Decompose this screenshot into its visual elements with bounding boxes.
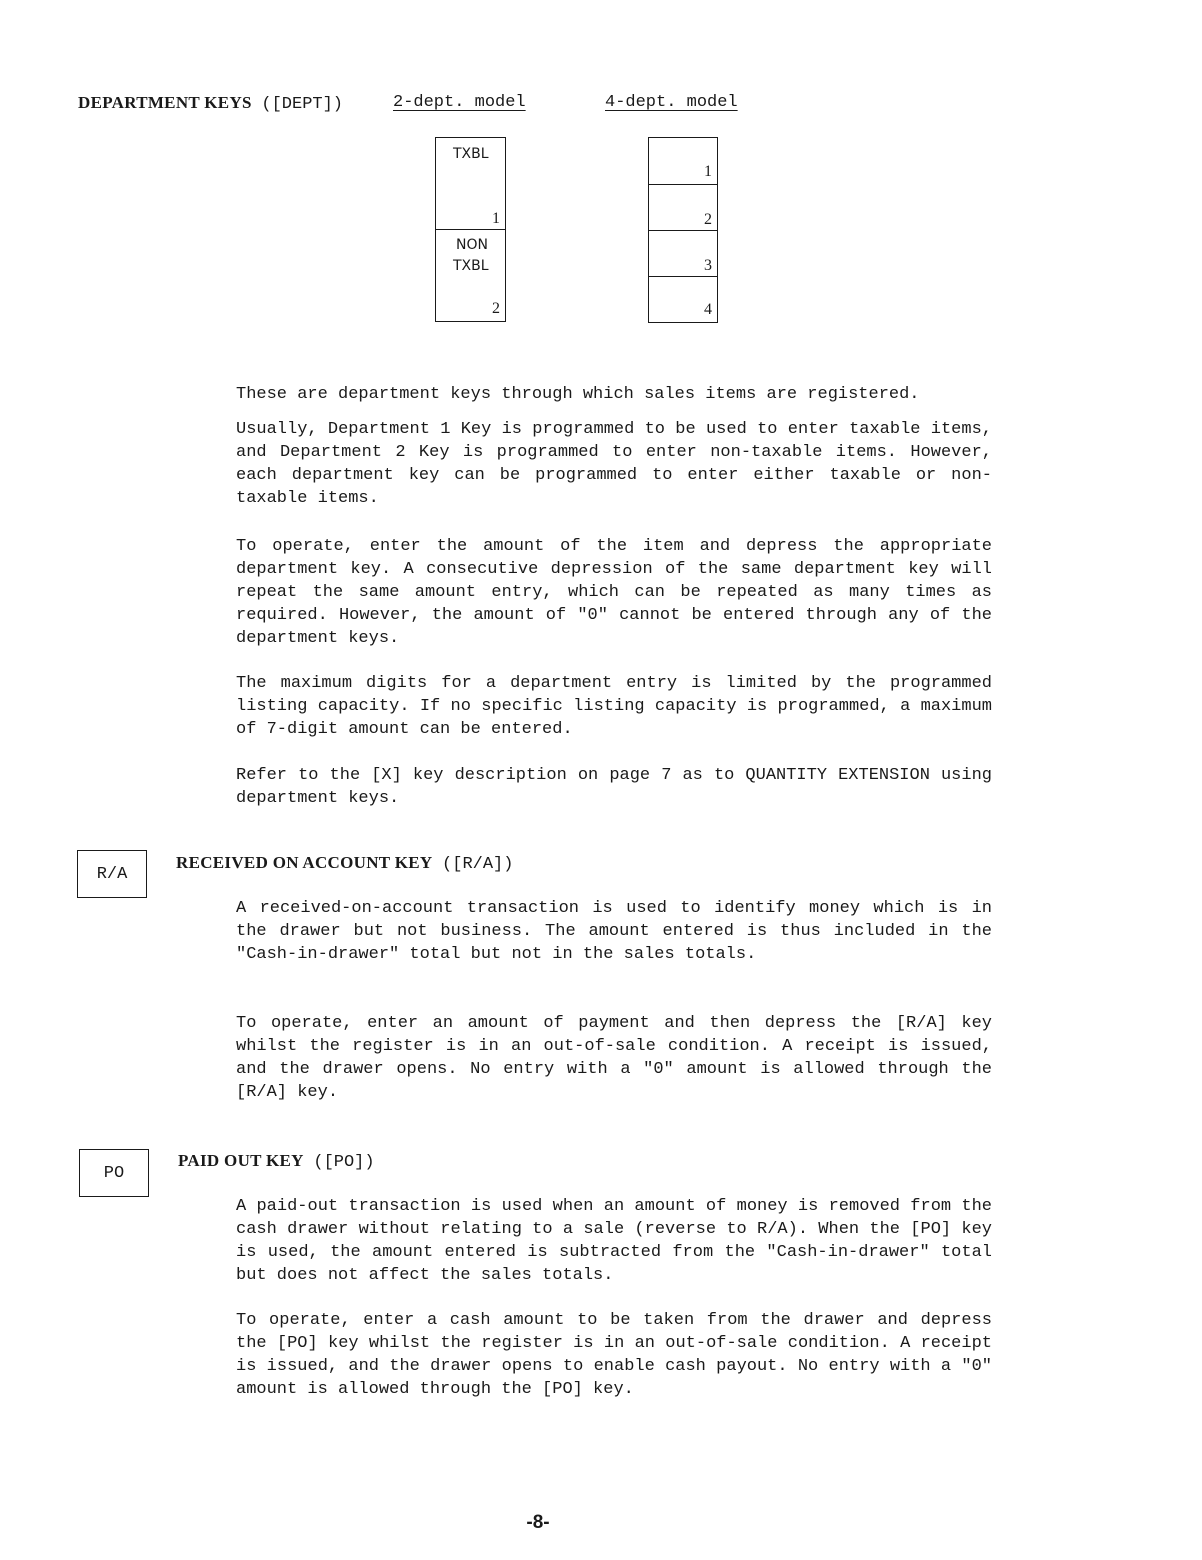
ra-heading-key: ([R/A]) bbox=[442, 855, 514, 874]
four-dept-divider-1 bbox=[649, 184, 717, 185]
dept-paragraph-2: Usually, Department 1 Key is programmed to be used to enter taxable items, and Department 2 Key is programmed to enter non-taxable items. However, each department key can be programmed to enter either taxable or non-taxable items. bbox=[236, 420, 992, 508]
page-number: -8- bbox=[526, 1512, 550, 1533]
po-heading-key: ([PO]) bbox=[313, 1153, 375, 1172]
dept-paragraph-3: To operate, enter the amount of the item and depress the appropriate department key. A consecutive depression of the same department key will repeat the same amount entry, which can be repeated as many times as required. However, the amount of "0" cannot be entered through any of the department keys. bbox=[236, 537, 992, 648]
four-dept-keypad bbox=[648, 137, 718, 323]
ra-paragraph-1: A received-on-account transaction is used to identify money which is in the drawer but not business. The amount entered is thus included in the "Cash-in-drawer" total but not in the sales totals. bbox=[236, 899, 992, 964]
dept-heading-key: ([DEPT]) bbox=[261, 95, 344, 114]
dept-paragraph-4: The maximum digits for a department entry is limited by the programmed listing capacity. If no specific listing capacity is programmed, a maximum of 7-digit amount can be entered. bbox=[236, 674, 992, 739]
ra-key-icon: R/A bbox=[77, 850, 147, 898]
dept-key-1-label: TXBL bbox=[453, 146, 489, 162]
two-dept-keypad bbox=[435, 137, 506, 322]
dept-heading: DEPARTMENT KEYS bbox=[78, 93, 252, 112]
four-dept-key-2: 2 bbox=[704, 211, 712, 228]
dept-key-2-label-line2: TXBL bbox=[453, 258, 489, 274]
two-dept-divider bbox=[436, 229, 505, 230]
po-heading-row bbox=[178, 1151, 375, 1172]
four-dept-key-1: 1 bbox=[704, 163, 712, 180]
ra-heading: RECEIVED ON ACCOUNT KEY bbox=[176, 853, 433, 872]
po-paragraph-1: A paid-out transaction is used when an amount of money is removed from the cash drawer without relating to a sale (reverse to R/A). When the [PO] key is used, the amount entered is subtracted from the "Cash-in-drawer" total but does not affect the sales totals. bbox=[236, 1197, 992, 1285]
po-key-icon: PO bbox=[79, 1149, 149, 1197]
four-dept-divider-2 bbox=[649, 230, 717, 231]
four-dept-key-3: 3 bbox=[704, 257, 712, 274]
po-heading: PAID OUT KEY bbox=[178, 1151, 304, 1170]
dept-key-2-label-line1: NON bbox=[456, 237, 488, 253]
ra-paragraph-2: To operate, enter an amount of payment and then depress the [R/A] key whilst the register is in an out-of-sale condition. A receipt is issued, and the drawer opens. No entry with a "0" amount is allowed through the [R/A] key. bbox=[236, 1014, 992, 1102]
ra-heading-row bbox=[176, 853, 513, 874]
model-4-label: 4-dept. model bbox=[605, 93, 738, 112]
dept-key-2-number: 2 bbox=[492, 300, 500, 317]
model-2-label: 2-dept. model bbox=[393, 93, 526, 112]
po-paragraph-2: To operate, enter a cash amount to be taken from the drawer and depress the [PO] key whilst the register is in an out-of-sale condition. A receipt is issued, and the drawer opens to enable cash payout. No entry with a "0" amount is allowed through the [PO] key. bbox=[236, 1311, 992, 1399]
dept-heading-row bbox=[78, 93, 343, 114]
dept-key-1-number: 1 bbox=[492, 210, 500, 227]
dept-paragraph-5: Refer to the [X] key description on page 7 as to QUANTITY EXTENSION using department keys. bbox=[236, 766, 992, 808]
dept-paragraph-1: These are department keys through which sales items are registered. bbox=[236, 385, 920, 404]
four-dept-key-4: 4 bbox=[704, 301, 712, 318]
four-dept-divider-3 bbox=[649, 276, 717, 277]
